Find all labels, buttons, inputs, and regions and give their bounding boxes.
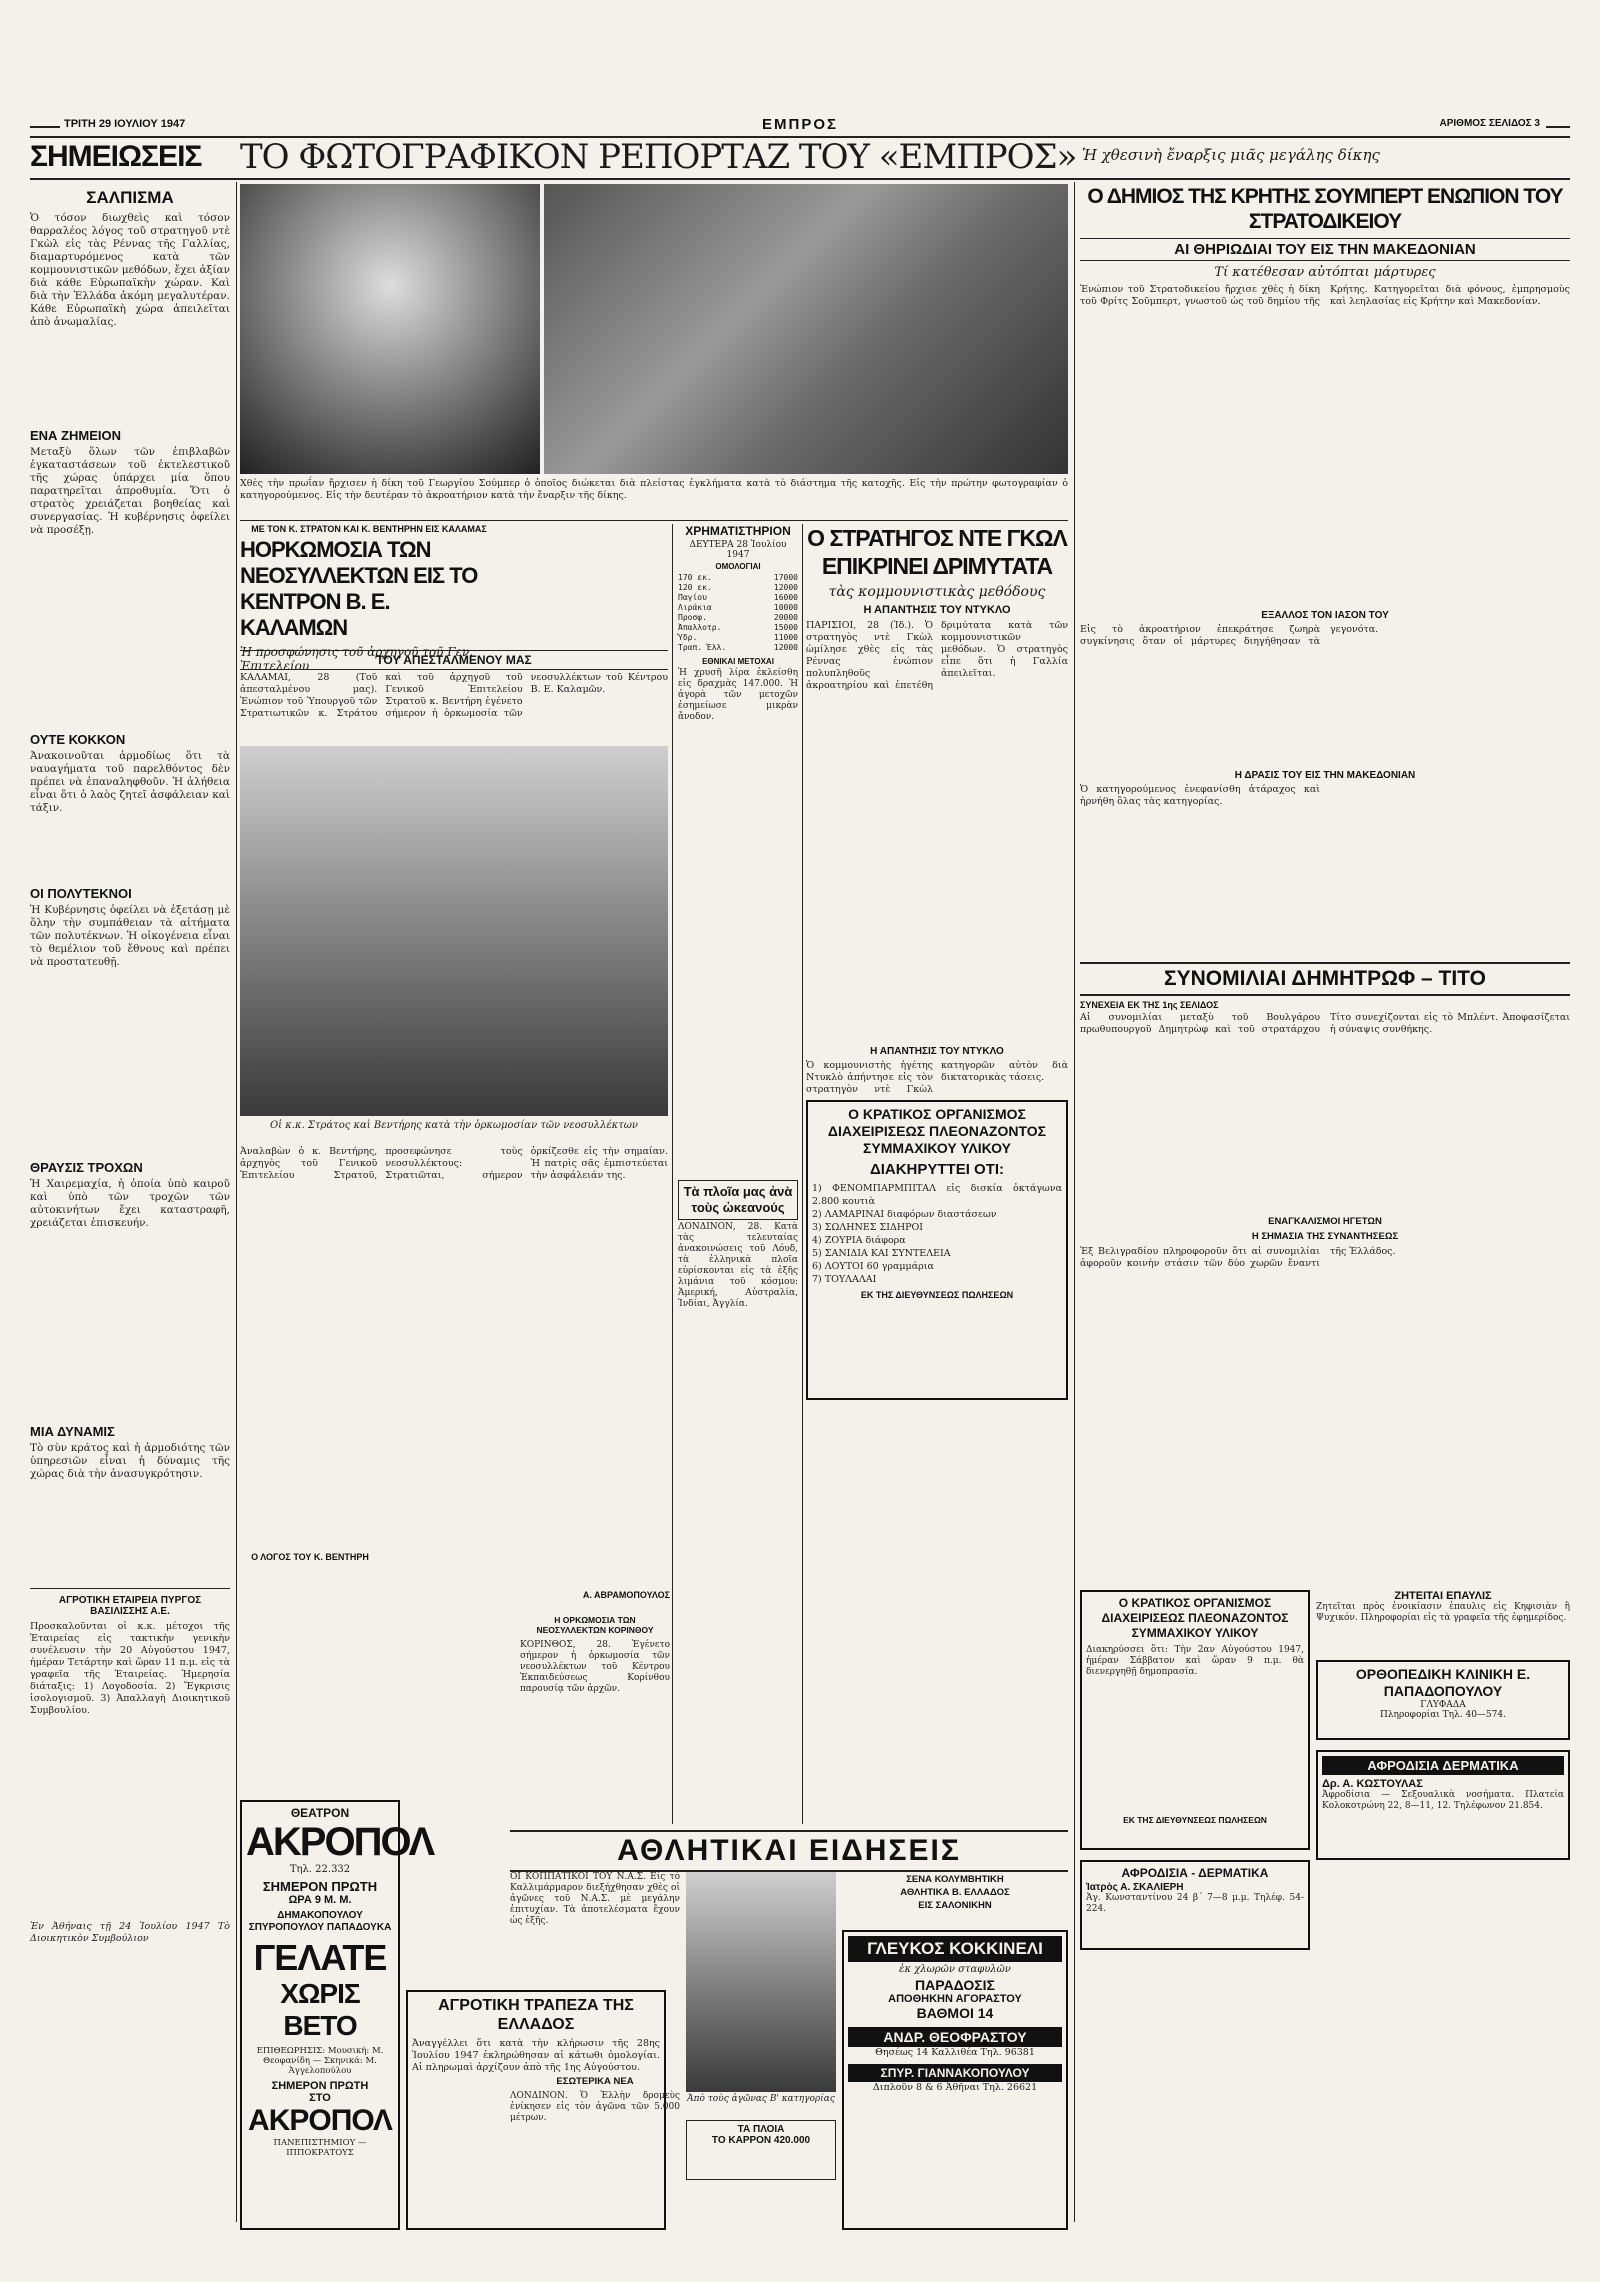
ceremony-caption: Οἱ κ.κ. Στράτος καὶ Βεντήρης κατὰ τὴν ὁρκωμοσίαν τῶν νεοσυλλέκτων <box>269 1120 639 1131</box>
notes-text-2: Μεταξὺ ὅλων τῶν ἐπιβλαβῶν ἐγκαταστάσεων τοῦ ἐκτελεστικοῦ τῆς χώρας ὑπάρχει μία ὅπου παρατηρεῖται ἀπροθυμία. Ὅτι ὁ στρατὸς χρειάζεται βοηθείας καὶ συνεργασίας. Ἡ κυβέρνησις ὀφείλει νὰ προσέξῃ. <box>30 446 230 536</box>
kalamai-byline: ΤΟΥ ΑΠΕΣΤΑΛΜΕΝΟΥ ΜΑΣ <box>240 650 668 670</box>
theater-line-2: ΩΡΑ 9 Μ. Μ. <box>288 1894 352 1906</box>
bank-headline: ΑΓΡΟΤΙΚΗ ΤΡΑΠΕΖΑ ΤΗΣ ΕΛΛΑΔΟΣ <box>438 1997 634 2033</box>
kalamai-kicker: ΜΕ ΤΟΝ Κ. ΣΤΡΑΤΟΝ ΚΑΙ Κ. ΒΕΝΤΗΡΗΝ ΕΙΣ ΚΑΛΑΜΑΣ <box>251 524 487 534</box>
exchange-row-value: 10000 <box>773 603 798 612</box>
exchange-row-value: 11000 <box>773 633 798 642</box>
dermatology-ad-2 <box>1080 1860 1310 1950</box>
notes-heading-3: ΟΥΤΕ ΚΟΚΚΟΝ <box>30 732 126 747</box>
trial-deck: ΑΙ ΘΗΡΙΩΔΙΑΙ ΤΟΥ ΕΙΣ ΤΗΝ ΜΑΚΕΔΟΝΙΑΝ <box>1080 238 1570 261</box>
exchange-row <box>678 603 798 613</box>
corinth-heading: Η ΟΡΚΩΜΟΣΙΑ ΤΩΝ ΝΕΟΣΥΛΛΕΚΤΩΝ ΚΟΡΙΝΘΟΥ <box>536 1615 654 1635</box>
theater-credits: ΕΠΙΘΕΩΡΗΣΙΣ: Μουσική: Μ. Θεοφανίδη — Σκηνικά: Μ. Ἀγγελοπούλου <box>256 2046 384 2076</box>
theater-name: ΑΚΡΟΠΟΛ <box>246 1820 434 1864</box>
notes-text-4: Ἡ Κυβέρνησις ὀφείλει νὰ ἐξετάσῃ μὲ ὅλην τὴν συμπάθειαν τὰ αἰτήματα τῶν πολυτέκνων. Ἡ οἰκογένεια εἶναι τὸ θεμέλιον τοῦ ἔθνους καὶ πρέπει νὰ προστατευθῇ. <box>30 904 230 968</box>
tito-article <box>1080 962 1570 1582</box>
dermatology-1-doctor: Δρ. Α. ΚΩΣΤΟΥΛΑΣ <box>1322 1778 1423 1790</box>
exchange-column <box>678 524 798 1164</box>
surplus-item: 6) ΛΟΥΤΟΙ 60 γραμμάρια <box>812 1261 934 1272</box>
sports-column-1 <box>510 1872 680 2222</box>
trial-body-2: Εἰς τὸ ἀκροατήριον ἐπεκράτησε ζωηρὰ συγκίνησις ὅταν οἱ μάρτυρες διηγήθησαν τὰ γεγονότα. <box>1080 624 1379 647</box>
notes-heading-5: ΘΡΑΥΣΙΣ ΤΡΟΧΩΝ <box>30 1160 143 1175</box>
exchange-row-label: Ὑδρ. <box>678 633 698 642</box>
dermatology-1-headline: ΑΦΡΟΔΙΣΙΑ ΔΕΡΜΑΤΙΚΑ <box>1322 1756 1564 1775</box>
notes-text-5: Ἡ Χαιρεμαχία, ἡ ὁποία ὑπὸ καιροῦ καὶ ὑπὸ τῶν τροχῶν τῶν αὐτοκινήτων ἔχει καταστραφῆ, χρειάζεται ἐπισκευήν. <box>30 1178 230 1229</box>
ships-body: ΛΟΝΔΙΝΟΝ, 28. Κατὰ τὰς τελευταίας ἀνακοινώσεις τοῦ Λόυδ, τὰ ἑλληνικὰ πλοῖα εὑρίσκονται εἰς τὰ ἑξῆς λιμάνια τοῦ κόσμου: Ἀμερική, Αὐστραλία, Ἰνδίαι, Ἀγγλία. <box>678 1222 798 1309</box>
sports-sub-4: ΕΙΣ ΣΑΛΟΝΙΚΗΝ <box>918 1900 992 1911</box>
exchange-row <box>678 623 798 633</box>
surplus-item: 3) ΣΩΛΗΝΕΣ ΣΙΔΗΡΟΙ <box>812 1222 924 1233</box>
wine-sub: ἐκ χλωρῶν σταφυλῶν <box>899 1964 1011 1975</box>
company-notice-signoff: Ἐν Ἀθήναις τῇ 24 Ἰουλίου 1947 Τὸ Διοικητικὸν Συμβούλιον <box>30 1921 230 1944</box>
sports-body-2: ΛΟΝΔΙΝΟΝ. Ὁ Ἑλλὴν δρομεὺς ἐνίκησεν εἰς τὸν ἀγῶνα τῶν 5.000 μέτρων. <box>510 2091 680 2123</box>
dermatology-2-headline: ΑΦΡΟΔΙΣΙΑ - ΔΕΡΜΑΤΙΚΑ <box>1121 1866 1269 1880</box>
theater-name-2: ΑΚΡΟΠΟΛ <box>248 2104 392 2137</box>
exchange-row-value: 12000 <box>773 583 798 592</box>
wine-store: ΑΝΔΡ. ΘΕΟΦΡΑΣΤΟΥ <box>848 2027 1062 2047</box>
trial-deck-2: Τί κατέθεσαν αὐτόπται μάρτυρες <box>1214 265 1436 280</box>
wine-store-2: ΣΠΥΡ. ΓΙΑΝΝΑΚΟΠΟΥΛΟΥ <box>848 2064 1062 2082</box>
company-notice-text: Προσκαλοῦνται οἱ κ.κ. μέτοχοι τῆς Ἑταιρείας εἰς τακτικὴν γενικὴν συνέλευσιν τὴν 20 Αὐγούστου 1947, ἡμέραν Τετάρτην καὶ ὥραν 11 π.μ. εἰς τὰ γραφεῖα τῆς Ἑταιρείας. Ἡμερησία διάταξις: 1) Λογοδοσία. 2) Ἔγκρισις ἰσολογισμοῦ. 3) Ἀπαλλαγὴ Διοικητικοῦ Συμβουλίου. <box>30 1621 230 1716</box>
masthead <box>30 118 1570 134</box>
exchange-title: ΧΡΗΜΑΤΙΣΤΗΡΙΟΝ <box>685 524 791 538</box>
gaulle-body-2: Ὁ κομμουνιστὴς ἡγέτης Ντυκλὸ ἀπήντησε εἰς τὸν στρατηγὸν ντὲ Γκὼλ κατηγορῶν αὐτὸν διὰ δικτατορικὰς τάσεις. <box>806 1060 1068 1095</box>
corinth-byline: Α. ΑΒΡΑΜΟΠΟΥΛΟΣ <box>582 1590 670 1600</box>
notes-heading-1: ΣΑΛΠΙΣΜΑ <box>86 188 174 207</box>
clinic-ad <box>1316 1660 1570 1740</box>
exchange-body: Ἡ χρυσῆ λίρα ἐκλείσθη εἰς δραχμὰς 147.000. Ἡ ἀγορὰ τῶν μετοχῶν ἐσημείωσε μικρὰν ἄνοδον. <box>678 668 798 722</box>
exchange-row-label: Λιράκια <box>678 603 712 612</box>
clinic-sub: ΓΛΥΦΑΔΑ <box>1420 1700 1466 1710</box>
exchange-row <box>678 593 798 603</box>
trial-body-3: Ὁ κατηγορούμενος ἐνεφανίσθη ἀτάραχος καὶ ἠρνήθη ὅλας τὰς κατηγορίας. <box>1080 784 1320 807</box>
exchange-row-label: Προσφ. <box>678 613 707 622</box>
theater-label: ΘΕΑΤΡΟΝ <box>290 1806 350 1820</box>
exchange-row-value: 15000 <box>773 623 798 632</box>
surplus-footer: ΕΚ ΤΗΣ ΔΙΕΥΘΥΝΣΕΩΣ ΠΩΛΗΣΕΩΝ <box>860 1290 1014 1300</box>
surplus-2-body: Διακηρύσσει ὅτι: Τὴν 2αν Αὐγούστου 1947, ἡμέραν Σάββατον καὶ ὥραν 9 π.μ. θὰ διενεργηθῇ δημοπρασία. <box>1086 1645 1304 1677</box>
trial-article <box>1080 184 1570 954</box>
sports-sub-2: ΣΕΝΑ ΚΟΛΥΜΒΗΤΙΚΗ <box>906 1874 1004 1885</box>
clinic-phone: Πληροφορίαι Τηλ. 40—574. <box>1380 1710 1506 1720</box>
exchange-date: ΔΕΥΤΕΡΑ 28 Ἰουλίου 1947 <box>689 540 787 560</box>
company-notice-heading: ΑΓΡΟΤΙΚΗ ΕΤΑΙΡΕΙΑ ΠΥΡΓΟΣ ΒΑΣΙΛΙΣΣΗΣ Α.Ε. <box>58 1595 202 1617</box>
tito-body: Αἱ συνομιλίαι μεταξὺ τοῦ Βουλγάρου πρωθυπουργοῦ Δημητρὼφ καὶ τοῦ στρατάρχου Τίτο συνεχίζονται εἰς τὸ Μπλέντ. Ἀποφασίζεται ἡ σύναψις συνθήκης. <box>1080 1012 1570 1035</box>
theater-line-3: ΣΗΜΕΡΟΝ ΠΡΩΤΗ <box>271 2080 369 2092</box>
theater-show-2: ΧΩΡΙΣ ΒΕΤΟ <box>280 1978 360 2041</box>
notes-heading-4: ΟΙ ΠΟΛΥΤΕΚΝΟΙ <box>30 886 132 901</box>
exchange-row <box>678 643 798 653</box>
theater-ad <box>240 1800 434 2230</box>
wine-line-3: ΒΑΘΜΟΙ 14 <box>916 2005 994 2021</box>
gaulle-body: ΠΑΡΙΣΙΟΙ, 28 (Ἰδ.). Ὁ στρατηγὸς ντὲ Γκὼλ ὡμίλησε χθὲς εἰς τὰς Ρέννας ἐνώπιον πολυπληθοῦς ἀκροατηρίου καὶ ἐπετέθη δριμύτατα κατὰ τῶν κομμουνιστικῶν μεθόδων. Ὁ στρατηγὸς εἶπε ὅτι ἡ Γαλλία ἀπειλεῖται. <box>806 620 1068 691</box>
notes-heading-2: ΕΝΑ ΖΗΜΕΙΟΝ <box>30 428 121 443</box>
kalamai-body: ΚΑΛΑΜΑΙ, 28 (Τοῦ ἀπεσταλμένου μας). Ἐνώπιον τοῦ Ὑπουργοῦ τῶν Στρατιωτικῶν κ. Στράτου καὶ τοῦ ἀρχηγοῦ τοῦ Γενικοῦ Ἐπιτελείου Στρατοῦ κ. Βεντήρη ἐγένετο σήμερον ἡ ὁρκωμοσία τῶν νεοσυλλέκτων τοῦ Κέντρου Β. Ε. Καλαμῶν. <box>240 672 668 719</box>
sports-banner: ΑΘΛΗΤΙΚΑΙ ΕΙΔΗΣΕΙΣ <box>510 1830 1068 1872</box>
theater-troupe: ΔΗΜΑΚΟΠΟΥΛΟΥ ΣΠΥΡΟΠΟΥΛΟΥ ΠΑΠΑΔΟΥΚΑ <box>248 1910 392 1933</box>
exchange-row-value: 12000 <box>773 643 798 652</box>
photo-report-banner: ΤΟ ΦΩΤΟΓΡΑΦΙΚΟΝ ΡΕΠΟΡΤΑΖ ΤΟΥ «ΕΜΠΡΟΣ» <box>240 137 1077 177</box>
wine-addr-2: Διπλοῦν 8 & 6 Ἀθῆναι Τηλ. 26621 <box>872 2082 1038 2093</box>
wine-line-2: ΑΠΟΘΗΚΗΝ ΑΓΟΡΑΣΤΟΥ <box>888 1993 1022 2005</box>
exchange-table <box>678 573 798 653</box>
trial-kicker: Ἡ χθεσινὴ ἔναρξις μιᾶς μεγάλης δίκης <box>1082 146 1380 164</box>
paper-name: ΕΜΠΡΟΣ <box>761 116 838 133</box>
notes-text-1: Ὁ τόσον διωχθεὶς καὶ τόσον θαρραλέος λόγος τοῦ στρατηγοῦ ντὲ Γκὼλ εἰς τὰς Ρέννας τῆς Γαλλίας, διαμαρτυρόμενος κατὰ τῶν κομμουνιστικῶν μεθόδων, ἔχει ἀξίαν διὰ κάθε Εὐρωπαϊκὴν χώραν. Καὶ διὰ τὴν Ἑλλάδα ἀκόμη μεγαλυτέραν. Κάθε Εὐρωπαϊκὴ χώρα ἀπειλεῖται ἀπὸ ἀνωμαλίας. <box>30 212 230 328</box>
surplus-items <box>812 1182 1062 1286</box>
wine-addr: Θησέως 14 Καλλιθέα Τηλ. 96381 <box>875 2047 1035 2058</box>
surplus-item: 1) ΦΕΝΟΜΠΑΡΜΠΙΤΑΛ εἰς δισκία ὀκτάγωνα 2.800 κουτιὰ <box>812 1183 1062 1207</box>
wanted-body: Ζητεῖται πρὸς ἐνοικίασιν ἐπαυλις εἰς Κηφισιὰν ἢ Ψυχικόν. Πληροφορίαι εἰς τὰ γραφεῖα τῆς ἐφημερίδος. <box>1316 1602 1570 1623</box>
surplus-2-footer: ΕΚ ΤΗΣ ΔΙΕΥΘΥΝΣΕΩΣ ΠΩΛΗΣΕΩΝ <box>1123 1815 1267 1825</box>
page-number: ΑΡΙΘΜΟΣ ΣΕΛΙΔΟΣ 3 <box>1439 118 1540 129</box>
wine-line-1: ΠΑΡΑΔΟΣΙΣ <box>915 1977 995 1993</box>
wanted-notice <box>1316 1590 1570 1650</box>
athletes-caption: Ἀπὸ τοὺς ἀγῶνας Β' κατηγορίας <box>687 2094 835 2104</box>
dermatology-1-body: Ἀφροδίσια — Σεξουαλικὰ νοσήματα. Πλατεία Κολοκοτρώνη 22, 8—11, 12. Τηλέφωνον 21.854. <box>1322 1790 1564 1811</box>
theater-phone: Τηλ. 22.332 <box>289 1864 351 1875</box>
sports-sub: ΕΣΩΤΕΡΙΚΑ ΝΕΑ <box>556 2076 634 2087</box>
exchange-row <box>678 583 798 593</box>
issue-date: ΤΡΙΤΗ 29 ΙΟΥΛΙΟΥ 1947 <box>64 118 186 130</box>
trial-sub-2: Η ΔΡΑΣΙΣ ΤΟΥ ΕΙΣ ΤΗΝ ΜΑΚΕΔΟΝΙΑΝ <box>1234 770 1416 781</box>
courtroom-photo <box>544 184 1068 474</box>
lottery-line: ΤΟ ΚΑΡΡΟΝ 420.000 <box>711 2135 811 2146</box>
surplus-item: 5) ΣΑΝΙΔΙΑ ΚΑΙ ΣΥΝΤΕΛΕΙΑ <box>812 1248 951 1259</box>
gaulle-headline: Ο ΣΤΡΑΤΗΓΟΣ ΝΤΕ ΓΚΩΛ ΕΠΙΚΡΙΝΕΙ ΔΡΙΜΥΤΑΤΑ <box>807 525 1067 579</box>
bank-body: Ἀναγγέλλει ὅτι κατὰ τὴν κλήρωσιν τῆς 28ης Ἰουλίου 1947 ἐκληρώθησαν αἱ κάτωθι ὁμολογίαι. Αἱ πληρωμαὶ ἀρχίζουν ἀπὸ τῆς 1ης Αὐγούστου. <box>412 2038 660 2073</box>
notes-banner: ΣΗΜΕΙΩΣΕΙΣ <box>30 140 202 173</box>
exchange-sub: ΟΜΟΛΟΓΙΑΙ <box>715 562 761 571</box>
tito-headline: ΣΥΝΟΜΙΛΙΑΙ ΔΗΜΗΤΡΩΦ – ΤΙΤΟ <box>1080 962 1570 996</box>
exchange-row-label: 170 εκ. <box>678 573 712 582</box>
notes-text-6: Τὸ σὺν κράτος καὶ ἡ ἀρμοδιότης τῶν ὑπηρεσιῶν εἶναι ἡ δύναμις τῆς χώρας διὰ τὴν ἀνασυγκρότησιν. <box>30 1442 230 1480</box>
dermatology-ad-1 <box>1316 1750 1570 1860</box>
wine-name: ΓΛΕΥΚΟΣ ΚΟΚΚΙΝΕΛΙ <box>848 1936 1062 1962</box>
clinic-headline: ΟΡΘΟΠΕΔΙΚΗ ΚΛΙΝΙΚΗ Ε. ΠΑΠΑΔΟΠΟΥΛΟΥ <box>1355 1666 1531 1699</box>
surplus-2-headline: Ο ΚΡΑΤΙΚΟΣ ΟΡΓΑΝΙΣΜΟΣ ΔΙΑΧΕΙΡΙΣΕΩΣ ΠΛΕΟΝΑΖΟΝΤΟΣ ΣΥΜΜΑΧΙΚΟΥ ΥΛΙΚΟΥ <box>1101 1596 1289 1640</box>
tito-sub: ΣΥΝΕΧΕΙΑ ΕΚ ΤΗΣ 1ης ΣΕΛΙΔΟΣ <box>1080 1000 1219 1010</box>
surplus-item: 2) ΛΑΜΑΡΙΝΑΙ διαφόρων διαστάσεων <box>812 1209 997 1220</box>
exchange-sub-2: ΕΘΝΙΚΑΙ ΜΕΤΟΧΑΙ <box>702 657 774 666</box>
kalamai-headline: ΗΟΡΚΩΜΟΣΙΑ ΤΩΝ ΝΕΟΣΥΛΛΕΚΤΩΝ ΕΙΣ ΤΟ ΚΕΝΤΡΟΝ Β. Ε. ΚΑΛΑΜΩΝ <box>240 537 478 640</box>
wanted-headline: ΖΗΤΕΙΤΑΙ ΕΠΑΥΛΙΣ <box>1394 1590 1492 1602</box>
kalamai-deck: Ἡ προσφώνησις τοῦ ἀρχηγοῦ τοῦ Γεν. Ἐπιτελείου <box>240 645 474 673</box>
notes-text-3: Ἀνακοινοῦται ἀρμοδίως ὅτι τὰ ναυαγήματα τοῦ παρελθόντος δὲν πρέπει νὰ ἐπαναληφθοῦν. Ἡ ἀλήθεια εἶναι ὅτι ὁ λαὸς ζητεῖ ἀσφάλειαν καὶ τάξιν. <box>30 750 230 814</box>
tito-sub-3: Η ΣΗΜΑΣΙΑ ΤΗΣ ΣΥΝΑΝΤΗΣΕΩΣ <box>1251 1231 1399 1242</box>
surplus-notice-2 <box>1080 1590 1310 1850</box>
gaulle-deck: τὰς κομμουνιστικὰς μεθόδους <box>828 584 1046 600</box>
surplus-notice <box>806 1100 1068 1400</box>
surplus-headline: Ο ΚΡΑΤΙΚΟΣ ΟΡΓΑΝΙΣΜΟΣ ΔΙΑΧΕΙΡΙΣΕΩΣ ΠΛΕΟΝΑΖΟΝΤΟΣ ΣΥΜΜΑΧΙΚΟΥ ΥΛΙΚΟΥ <box>827 1106 1047 1156</box>
notes-heading-6: ΜΙΑ ΔΥΝΑΜΙΣ <box>30 1424 115 1439</box>
photo-caption: Χθὲς τὴν πρωΐαν ἤρχισεν ἡ δίκη τοῦ Γεωργίου Σούμπερ ὁ ὁποῖος διώκεται διὰ πλείστας ἐγκλήματα κατὰ τὸ διάστημα τῆς κατοχῆς. Εἰς τὴν πρώτην φωτογραφίαν ὁ κατηγορούμενος. Εἰς τὴν δευτέραν τὸ ἀκροατήριον κατὰ τὴν ἔναρξιν τῆς δίκης. <box>240 478 1068 501</box>
ceremony-photo <box>240 746 668 1116</box>
exchange-row-label: Τραπ. Ἑλλ. <box>678 643 727 652</box>
exchange-row-label: 120 εκ. <box>678 583 712 592</box>
theater-line-4: ΣΤΟ <box>309 2092 331 2104</box>
sports-body: ΟΙ ΚΟΠΠΑΤΙΚΟΙ ΤΟΥ Ν.Α.Σ. Εἰς τὸ Καλλιμάρμαρον διεξήχθησαν χθὲς οἱ ἀγῶνες τοῦ Ν.Α.Σ. μὲ μεγάλην ἐπιτυχίαν. Τὰ ἀποτελέσματα ἔχουν ὡς ἑξῆς. <box>510 1872 680 1926</box>
surplus-deck: ΔΙΑΚΗΡΥΤΤΕΙ ΟΤΙ: <box>869 1161 1005 1178</box>
speech-heading: Ο ΛΟΓΟΣ ΤΟΥ Κ. ΒΕΝΤΗΡΗ <box>251 1552 369 1562</box>
dermatology-2-doctor: Ἰατρὸς Α. ΣΚΑΛΙΕΡΗ <box>1086 1882 1184 1893</box>
tito-body-2: Ἐξ Βελιγραδίου πληροφοροῦν ὅτι αἱ συνομιλίαι ἀφοροῦν κοινὴν στάσιν τῶν δύο χωρῶν ἔναντι τῆς Ἑλλάδος. <box>1080 1246 1396 1269</box>
trial-sub: ΕΞΑΛΛΟΣ ΤΟΝ ΙΑΣΟΝ ΤΟΥ <box>1261 610 1389 621</box>
exchange-row-value: 17000 <box>773 573 798 582</box>
gaulle-sub: Η ΑΠΑΝΤΗΣΙΣ ΤΟΥ ΝΤΥΚΛΟ <box>863 604 1011 616</box>
exchange-row <box>678 613 798 623</box>
trial-headline: Ο ΔΗΜΙΟΣ ΤΗΣ ΚΡΗΤΗΣ ΣΟΥΜΠΕΡΤ ΕΝΩΠΙΟΝ ΤΟΥ ΣΤΡΑΤΟΔΙΚΕΙΟΥ <box>1087 185 1563 233</box>
ships-title: Τὰ πλοῖα μας ἀνὰ τοὺς ὠκεανούς <box>678 1180 798 1220</box>
athletes-photo <box>686 1872 836 2092</box>
corinth-body: ΚΟΡΙΝΘΟΣ, 28. Ἐγένετο σήμερον ἡ ὁρκωμοσία τῶν νεοσυλλέκτων τοῦ Κέντρου Ἐκπαιδεύσεως Κορίνθου παρουσίᾳ τῶν ἀρχῶν. <box>520 1640 670 1694</box>
gaulle-sub-2: Η ΑΠΑΝΤΗΣΙΣ ΤΟΥ ΝΤΥΚΛΟ <box>870 1046 1004 1057</box>
sports-sub-3: ΑΘΛΗΤΙΚΑ Β. ΕΛΛΑΔΟΣ <box>900 1887 1010 1898</box>
theater-line-1: ΣΗΜΕΡΟΝ ΠΡΩΤΗ <box>262 1879 378 1894</box>
exchange-row <box>678 573 798 583</box>
theater-show-1: ΓΕΛΑΤΕ <box>253 1937 387 1978</box>
dermatology-2-body: Ἀγ. Κωνσταντίνου 24 β΄ 7—8 μ.μ. Τηλέφ. 54-224. <box>1086 1893 1304 1914</box>
exchange-row-value: 16000 <box>773 593 798 602</box>
trial-body: Ἐνώπιον τοῦ Στρατοδικείου ἤρχισε χθὲς ἡ δίκη τοῦ Φρίτς Σοῦμπερτ, γνωστοῦ ὡς τοῦ δημίου τῆς Κρήτης. Κατηγορεῖται διὰ φόνους, ἐμπρησμοὺς καὶ λεηλασίας εἰς Κρήτην καὶ Μακεδονίαν. <box>1080 284 1570 307</box>
exchange-row-value: 20000 <box>773 613 798 622</box>
exchange-row-label: Παγίου <box>678 593 707 602</box>
defendant-photo <box>240 184 540 474</box>
exchange-row-label: Ἀπαλλοτρ. <box>678 623 722 632</box>
tito-sub-2: ΕΝΑΓΚΑΛΙΣΜΟΙ ΗΓΕΤΩΝ <box>1268 1216 1382 1227</box>
surplus-item: 4) ΖΟΥΡΙΑ διάφορα <box>812 1235 906 1246</box>
lottery-box <box>686 2120 836 2180</box>
wine-ad <box>842 1930 1068 2230</box>
surplus-item: 7) ΤΟΥΛΑΛΑΙ <box>812 1274 877 1285</box>
lottery-title: ΤΑ ΠΛΟΙΑ <box>737 2124 785 2135</box>
kalamai-body-continued: Ἀναλαβὼν ὁ κ. Βεντήρης, ἀρχηγὸς τοῦ Γενικοῦ Ἐπιτελείου Στρατοῦ, προσεφώνησε τοὺς νεοσυλλέκτους: Στρατιῶται, σήμερον ὁρκίζεσθε εἰς τὴν σημαίαν. Ἡ πατρὶς σᾶς ἐμπιστεύεται τὴν ἀσφάλειάν της. <box>240 1146 668 1181</box>
theater-footer: ΠΑΝΕΠΙΣΤΗΜΙΟΥ — ΙΠΠΟΚΡΑΤΟΥΣ <box>273 2138 367 2158</box>
notes-column <box>30 184 230 2224</box>
exchange-row <box>678 633 798 643</box>
